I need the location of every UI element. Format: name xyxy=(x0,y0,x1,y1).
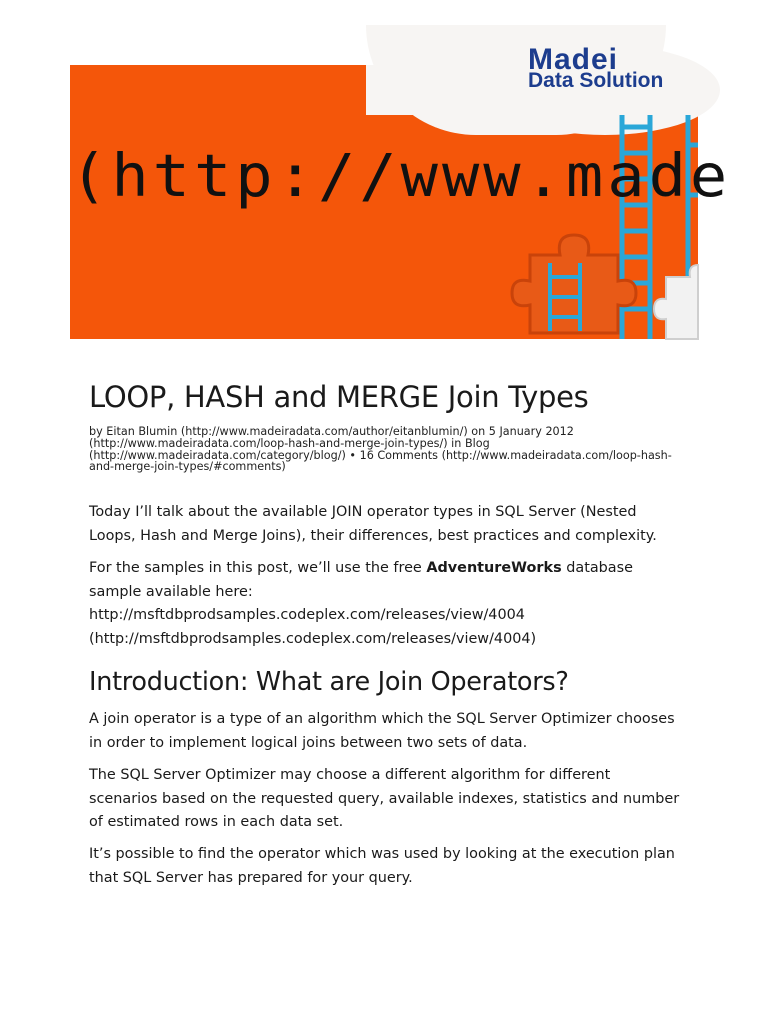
bullet-separator: • xyxy=(349,448,357,462)
samples-text-before: For the samples in this post, we’ll use the free xyxy=(89,560,422,576)
article-title: LOOP, HASH and MERGE Join Types xyxy=(89,380,589,414)
samples-text-after: database sample available here: xyxy=(89,560,633,600)
date-link[interactable]: 5 January 2012 xyxy=(488,425,574,438)
author-url[interactable]: (http://www.madeiradata.com/author/eitanblumin/) xyxy=(180,425,468,438)
body-paragraph-3: It’s possible to find the operator which was used by looking at the execution plan that SQL Server has prepared for your query. xyxy=(89,846,675,886)
meta-by: by xyxy=(89,425,103,438)
adventureworks-bold: AdventureWorks xyxy=(426,560,562,576)
banner-url-text: (http://www.made xyxy=(70,141,732,211)
brand-logo-text: Data Solution xyxy=(528,69,664,92)
category-url[interactable]: (http://www.madeiradata.com/category/blog/) xyxy=(89,448,346,462)
samples-link-url[interactable]: (http://msftdbprodsamples.codeplex.com/releases/view/4004) xyxy=(89,630,537,647)
brand-logo-text-top: Madei xyxy=(528,43,619,76)
meta-on: on xyxy=(471,425,486,438)
samples-paragraph xyxy=(89,557,681,651)
date-url[interactable]: (http://www.madeiradata.com/loop-hash-and-merge-join-types/) xyxy=(89,436,448,450)
samples-link[interactable]: http://msftdbprodsamples.codeplex.com/releases/view/4004 xyxy=(89,607,525,623)
header-banner-image xyxy=(70,43,732,339)
comments-link[interactable]: 16 Comments xyxy=(359,448,439,462)
body-paragraph-2: The SQL Server Optimizer may choose a different algorithm for different scenarios based on the requested query, available indexes, statistics and number of estimated rows in each data set. xyxy=(89,767,680,830)
comments-url[interactable]: (http://www.madeiradata.com/loop-hash-and-merge-join-types/#comments) xyxy=(89,448,672,474)
author-link[interactable]: Eitan Blumin xyxy=(106,425,178,438)
category-link[interactable]: Blog xyxy=(464,436,490,450)
intro-paragraph: Today I’ll talk about the available JOIN operator types in SQL Server (Nested Loops, Hash and Merge Joins), their differences, best practices and complexity. xyxy=(89,504,657,544)
meta-in: in xyxy=(451,436,462,450)
body-paragraph-1: A join operator is a type of an algorithm which the SQL Server Optimizer chooses in order to implement logical joins between two sets of data. xyxy=(89,711,675,751)
article-meta xyxy=(89,426,679,473)
section-heading: Introduction: What are Join Operators? xyxy=(89,667,569,697)
